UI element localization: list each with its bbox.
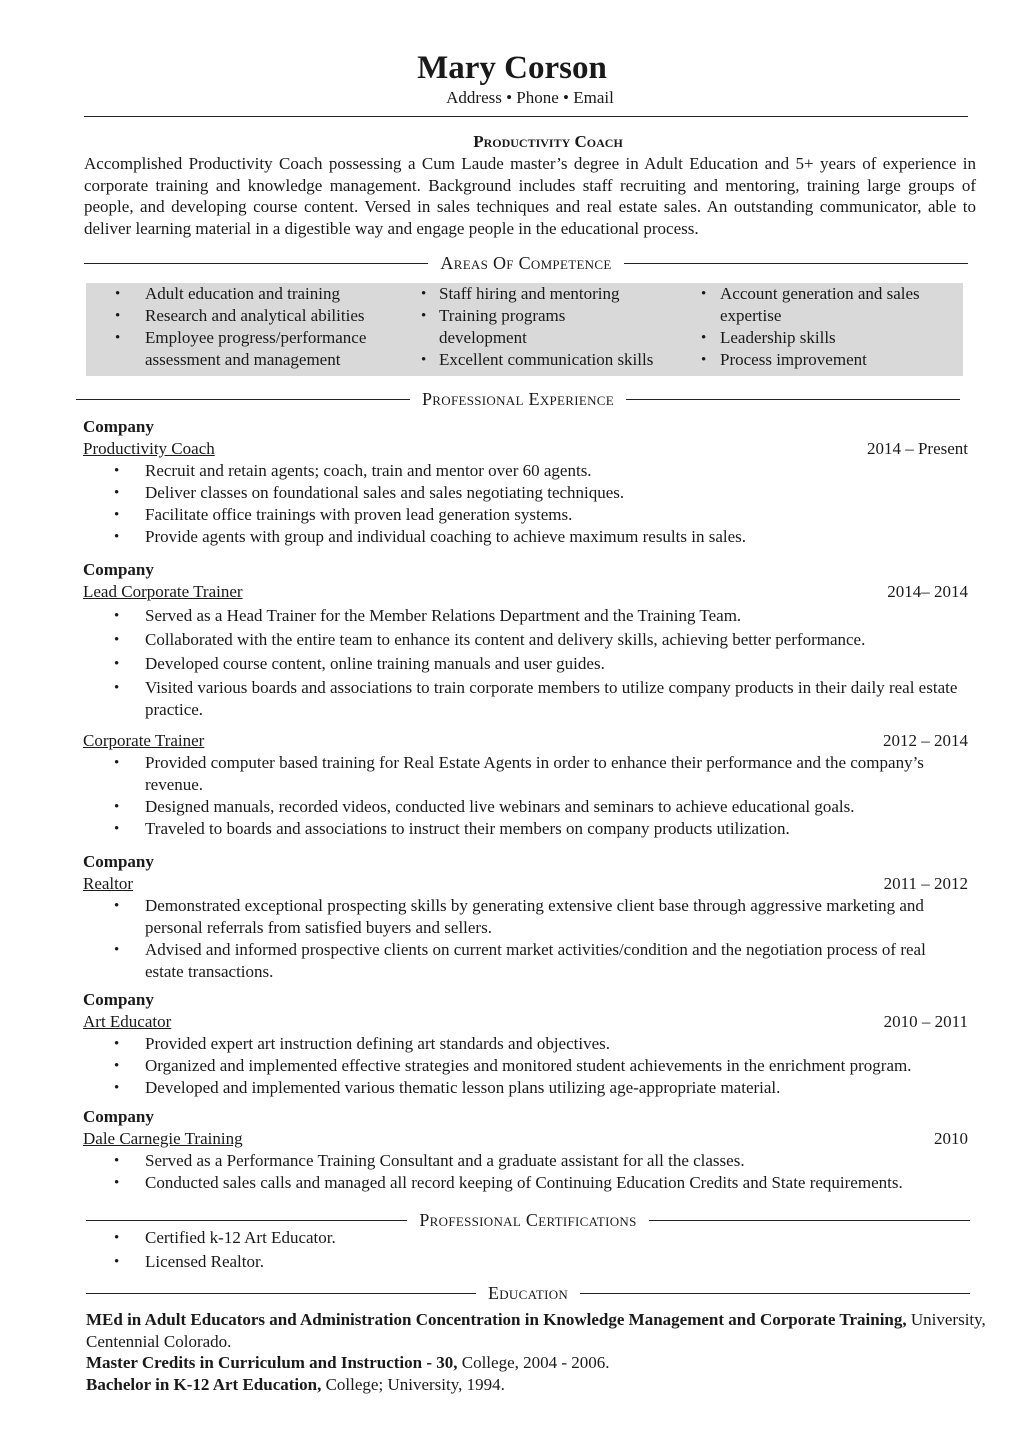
section-rule-right (649, 1220, 970, 1221)
competence-item: • Leadership skills (701, 328, 836, 347)
section-heading-experience (76, 388, 960, 410)
bullet-icon: • (114, 485, 120, 501)
company-name: Company (83, 560, 154, 579)
bullet-item: • Traveled to boards and associations to instruct their members on company products utilization. (114, 819, 790, 838)
bullet-icon: • (114, 1036, 120, 1052)
role-row (83, 1011, 968, 1033)
bullet-item: • Developed course content, online training manuals and user guides. (114, 654, 605, 673)
experience-entry (83, 851, 968, 983)
role-title: Art Educator (83, 1012, 172, 1031)
role-bullets (83, 460, 968, 548)
bullet-icon: • (114, 898, 120, 914)
bullet-icon: • (114, 799, 120, 815)
experience-entry (83, 559, 968, 721)
company-name: Company (83, 417, 154, 436)
section-rule-left (86, 1220, 407, 1221)
education-item (86, 1374, 986, 1396)
bullet-icon: • (114, 608, 120, 624)
role-dates: 2010 – 2011 (883, 1012, 968, 1031)
role-bullets (83, 1150, 968, 1194)
role-row (83, 438, 968, 460)
role-title: Lead Corporate Trainer (83, 582, 243, 601)
role-dates: 2012 – 2014 (883, 731, 968, 750)
role-bullets (83, 1033, 968, 1099)
bullet-icon: • (114, 529, 120, 545)
bullet-icon: • (114, 1080, 120, 1096)
bullet-icon: • (114, 1175, 120, 1191)
certification-item: • Licensed Realtor. (114, 1252, 264, 1271)
section-rule-left (86, 1293, 476, 1294)
experience-entry (83, 989, 968, 1099)
role-row (83, 873, 968, 895)
bullet-item: • Provided expert art instruction defining art standards and objectives. (114, 1034, 611, 1053)
section-rule-right (580, 1293, 970, 1294)
role-title: Realtor (83, 874, 134, 893)
section-label: Professional Certifications (419, 1210, 637, 1230)
bullet-icon: • (114, 755, 120, 771)
role-row (83, 581, 968, 603)
bullet-item: • Collaborated with the entire team to enhance its content and delivery skills, achieving better performance. (114, 630, 866, 649)
competence-item: • Research and analytical abilities (115, 306, 365, 325)
degree-detail: College, 2004 - 2006. (457, 1353, 610, 1372)
section-rule-left (84, 263, 428, 264)
bullet-item: • Facilitate office trainings with proven lead generation systems. (114, 505, 573, 524)
bullet-icon: • (115, 308, 121, 324)
experience-entry (83, 416, 968, 548)
role-dates: 2014 – Present (866, 439, 968, 458)
bullet-icon: • (421, 308, 427, 324)
bullet-item: • Conducted sales calls and managed all record keeping of Continuing Education Credits and State requirements. (114, 1173, 903, 1192)
degree-detail: University, Centennial Colorado. (86, 1310, 986, 1351)
bullet-icon: • (114, 680, 120, 696)
role-dates: 2010 (934, 1129, 968, 1148)
experience-entry (83, 1106, 968, 1194)
bullet-item: • Served as a Performance Training Consultant and a graduate assistant for all the classes. (114, 1151, 745, 1170)
role-row (83, 730, 968, 752)
competence-item: • Process improvement (701, 350, 867, 369)
bullet-item: • Designed manuals, recorded videos, conducted live webinars and seminars to achieve educational goals. (114, 797, 855, 816)
role-dates: 2014– 2014 (887, 582, 968, 601)
bullet-item: • Recruit and retain agents; coach, train and mentor over 60 agents. (114, 461, 592, 480)
competence-item: • Adult education and training (115, 284, 340, 303)
section-rule-left (76, 399, 410, 400)
degree-title: Bachelor in K-12 Art Education, (86, 1374, 322, 1394)
bullet-icon: • (701, 330, 707, 346)
role-title: Productivity Coach (83, 439, 215, 458)
bullet-item: • Organized and implemented effective strategies and monitored student achievements in the enrichment program. (114, 1056, 912, 1075)
certification-item: • Certified k-12 Art Educator. (114, 1228, 336, 1247)
section-heading-education (86, 1282, 970, 1304)
role-title: Dale Carnegie Training (83, 1129, 243, 1148)
competence-column-1 (86, 283, 421, 376)
competence-item: • Employee progress/performance assessment and management (115, 328, 367, 369)
experience-entry (83, 730, 968, 840)
bullet-item: • Advised and informed prospective clients on current market activities/condition and the negotiation process of real estate transactions. (114, 940, 926, 981)
summary-paragraph: Accomplished Productivity Coach possessing a Cum Laude master’s degree in Adult Education and 5+ years of experience in corporate training and knowledge management. Background includes staff recruiting and mentoring, training large groups of people, and developing course content. Versed in sales techniques and real estate sales. An outstanding communicator, able to deliver learning material in a digestible way and engage people in the educational process. (84, 154, 976, 238)
competence-column-3 (699, 283, 963, 376)
bullet-icon: • (114, 1058, 120, 1074)
section-label: Education (487, 1283, 569, 1303)
role-dates: 2011 – 2012 (883, 874, 968, 893)
role-bullets (83, 752, 968, 840)
degree-title: Master Credits in Curriculum and Instruction - 30, (86, 1353, 458, 1372)
bullet-icon: • (114, 656, 120, 672)
competence-item: • Training programs development (421, 306, 566, 347)
bullet-item: • Developed and implemented various thematic lesson plans utilizing age-appropriate material. (114, 1078, 781, 1097)
competence-item: • Account generation and sales expertise (701, 284, 920, 325)
bullet-item: • Provide agents with group and individual coaching to achieve maximum results in sales. (114, 527, 747, 546)
company-name: Company (83, 990, 154, 1009)
bullet-icon: • (421, 352, 427, 368)
competence-box (86, 283, 963, 376)
competence-item: • Staff hiring and mentoring (421, 284, 620, 303)
bullet-item: • Deliver classes on foundational sales and sales negotiating techniques. (114, 483, 625, 502)
headline-title: Productivity Coach (473, 132, 623, 151)
section-rule-right (624, 263, 968, 264)
bullet-icon: • (114, 942, 120, 958)
company-name: Company (83, 1107, 154, 1126)
bullet-icon: • (114, 1254, 120, 1270)
bullet-item: • Provided computer based training for Real Estate Agents in order to enhance their performance and the company’s revenue. (114, 753, 924, 794)
bullet-icon: • (115, 330, 121, 346)
header-divider (84, 116, 968, 117)
competence-column-2 (421, 283, 699, 376)
education-item (86, 1309, 986, 1352)
section-label: Areas Of Competence (440, 253, 612, 273)
section-label: Professional Experience (421, 389, 615, 409)
candidate-name: Mary Corson (417, 50, 607, 86)
bullet-icon: • (114, 507, 120, 523)
role-bullets (83, 603, 968, 721)
role-title: Corporate Trainer (83, 731, 205, 750)
contact-line: Address • Phone • Email (446, 88, 614, 107)
section-heading-competence (84, 252, 968, 274)
degree-title: MEd in Adult Educators and Administration Concentration in Knowledge Management and Corporate Training, (86, 1310, 907, 1329)
bullet-icon: • (114, 1230, 120, 1246)
bullet-item: • Visited various boards and associations to train corporate members to utilize company products in their daily real estate practice. (114, 678, 958, 719)
bullet-icon: • (701, 352, 707, 368)
bullet-icon: • (114, 463, 120, 479)
bullet-icon: • (114, 1153, 120, 1169)
section-rule-right (626, 399, 960, 400)
bullet-icon: • (421, 286, 427, 302)
role-bullets (83, 895, 968, 983)
certifications-list (83, 1227, 968, 1273)
role-row (83, 1128, 968, 1150)
education-list (86, 1309, 986, 1395)
company-name: Company (83, 852, 154, 871)
bullet-item: • Served as a Head Trainer for the Member Relations Department and the Training Team. (114, 606, 742, 625)
bullet-icon: • (114, 632, 120, 648)
degree-detail: College; University, 1994. (321, 1374, 505, 1394)
bullet-icon: • (114, 821, 120, 837)
bullet-item: • Demonstrated exceptional prospecting skills by generating extensive client base through aggressive marketing and personal referrals from satisfied buyers and sellers. (114, 896, 924, 937)
bullet-icon: • (701, 286, 707, 302)
bullet-icon: • (115, 286, 121, 302)
education-item (86, 1352, 986, 1374)
competence-item: • Excellent communication skills (421, 350, 654, 369)
